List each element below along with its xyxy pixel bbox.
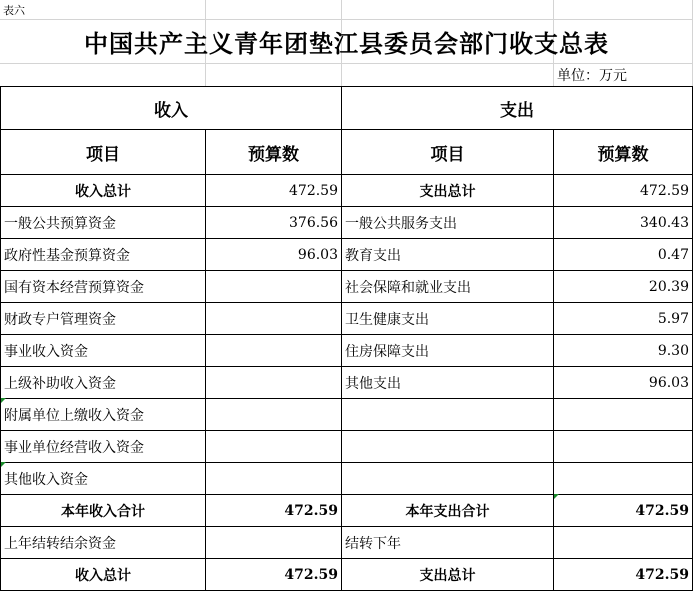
expense-item-cell[interactable]: 其他支出: [342, 367, 554, 399]
income-item-cell[interactable]: 本年收入合计: [1, 495, 206, 527]
expense-item-cell[interactable]: 支出总计: [342, 559, 554, 591]
cell-comment-marker: [1, 462, 6, 467]
expense-item-cell[interactable]: 支出总计: [342, 175, 554, 207]
expense-budget-cell[interactable]: 340.43: [554, 207, 693, 239]
table-row: [1, 495, 693, 527]
income-item-cell[interactable]: 政府性基金预算资金: [1, 239, 206, 271]
expense-item-cell[interactable]: 一般公共服务支出: [342, 207, 554, 239]
expense-budget-cell[interactable]: [554, 399, 693, 431]
income-budget-cell[interactable]: 376.56: [206, 207, 342, 239]
column-header-row: [1, 130, 693, 175]
gridline: [0, 63, 693, 64]
expense-budget-cell[interactable]: 96.03: [554, 367, 693, 399]
income-item-cell[interactable]: 一般公共预算资金: [1, 207, 206, 239]
income-budget-cell[interactable]: 472.59: [206, 559, 342, 591]
cell-comment-marker: [1, 398, 6, 403]
gridline: [0, 19, 693, 20]
expense-item-cell[interactable]: 结转下年: [342, 527, 554, 559]
income-item-header[interactable]: 项目: [1, 130, 206, 175]
table-row: [1, 399, 693, 431]
expense-budget-cell[interactable]: [554, 527, 693, 559]
expense-item-cell[interactable]: 卫生健康支出: [342, 303, 554, 335]
expense-budget-cell[interactable]: 472.59: [554, 495, 693, 527]
expense-item-cell[interactable]: 教育支出: [342, 239, 554, 271]
table-row: [1, 239, 693, 271]
income-section-header[interactable]: 收入: [1, 87, 342, 130]
income-item-cell[interactable]: 事业收入资金: [1, 335, 206, 367]
expense-item-cell[interactable]: [342, 431, 554, 463]
income-budget-cell[interactable]: [206, 271, 342, 303]
income-item-cell[interactable]: 其他收入资金: [1, 463, 206, 495]
table-row: [1, 207, 693, 239]
expense-item-cell[interactable]: 社会保障和就业支出: [342, 271, 554, 303]
income-budget-cell[interactable]: [206, 399, 342, 431]
income-item-cell[interactable]: 收入总计: [1, 175, 206, 207]
expense-section-header[interactable]: 支出: [342, 87, 693, 130]
table-row: [1, 527, 693, 559]
income-item-cell[interactable]: 收入总计: [1, 559, 206, 591]
table-row: [1, 335, 693, 367]
expense-budget-cell[interactable]: 472.59: [554, 175, 693, 207]
table-row: [1, 271, 693, 303]
expense-budget-cell[interactable]: [554, 431, 693, 463]
unit-prefix: 单位：: [557, 68, 599, 84]
expense-item-cell[interactable]: [342, 463, 554, 495]
expense-budget-cell[interactable]: [554, 463, 693, 495]
expense-item-header[interactable]: 项目: [342, 130, 554, 175]
expense-budget-cell[interactable]: 0.47: [554, 239, 693, 271]
income-item-cell[interactable]: 附属单位上缴收入资金: [1, 399, 206, 431]
expense-budget-cell[interactable]: 472.59: [554, 559, 693, 591]
income-item-cell[interactable]: 事业单位经营收入资金: [1, 431, 206, 463]
table-row: [1, 431, 693, 463]
expense-budget-cell[interactable]: 9.30: [554, 335, 693, 367]
income-item-cell[interactable]: 财政专户管理资金: [1, 303, 206, 335]
table-row: [1, 303, 693, 335]
table-row: [1, 463, 693, 495]
sheet-label: 表六: [3, 4, 25, 17]
income-budget-cell[interactable]: 96.03: [206, 239, 342, 271]
document-title: 中国共产主义青年团垫江县委员会部门收支总表: [84, 29, 609, 58]
table-row: [1, 559, 693, 591]
section-header-row: [1, 87, 693, 130]
income-budget-cell[interactable]: [206, 463, 342, 495]
income-budget-cell[interactable]: [206, 527, 342, 559]
income-budget-cell[interactable]: 472.59: [206, 175, 342, 207]
income-budget-cell[interactable]: [206, 303, 342, 335]
expense-item-cell[interactable]: 本年支出合计: [342, 495, 554, 527]
income-item-cell[interactable]: 国有资本经营预算资金: [1, 271, 206, 303]
expense-budget-cell[interactable]: 5.97: [554, 303, 693, 335]
table-row: [1, 175, 693, 207]
unit-value: 万元: [599, 68, 627, 84]
revenue-expenditure-table: [0, 86, 693, 591]
income-item-cell[interactable]: 上年结转结余资金: [1, 527, 206, 559]
income-budget-cell[interactable]: [206, 431, 342, 463]
income-budget-header[interactable]: 预算数: [206, 130, 342, 175]
table-row: [1, 367, 693, 399]
cell-comment-marker: [554, 494, 559, 499]
income-budget-cell[interactable]: [206, 335, 342, 367]
unit-label: [557, 65, 627, 85]
expense-budget-header[interactable]: 预算数: [554, 130, 693, 175]
expense-item-cell[interactable]: [342, 399, 554, 431]
income-budget-cell[interactable]: [206, 367, 342, 399]
expense-item-cell[interactable]: 住房保障支出: [342, 335, 554, 367]
income-item-cell[interactable]: 上级补助收入资金: [1, 367, 206, 399]
expense-budget-cell[interactable]: 20.39: [554, 271, 693, 303]
income-budget-cell[interactable]: 472.59: [206, 495, 342, 527]
